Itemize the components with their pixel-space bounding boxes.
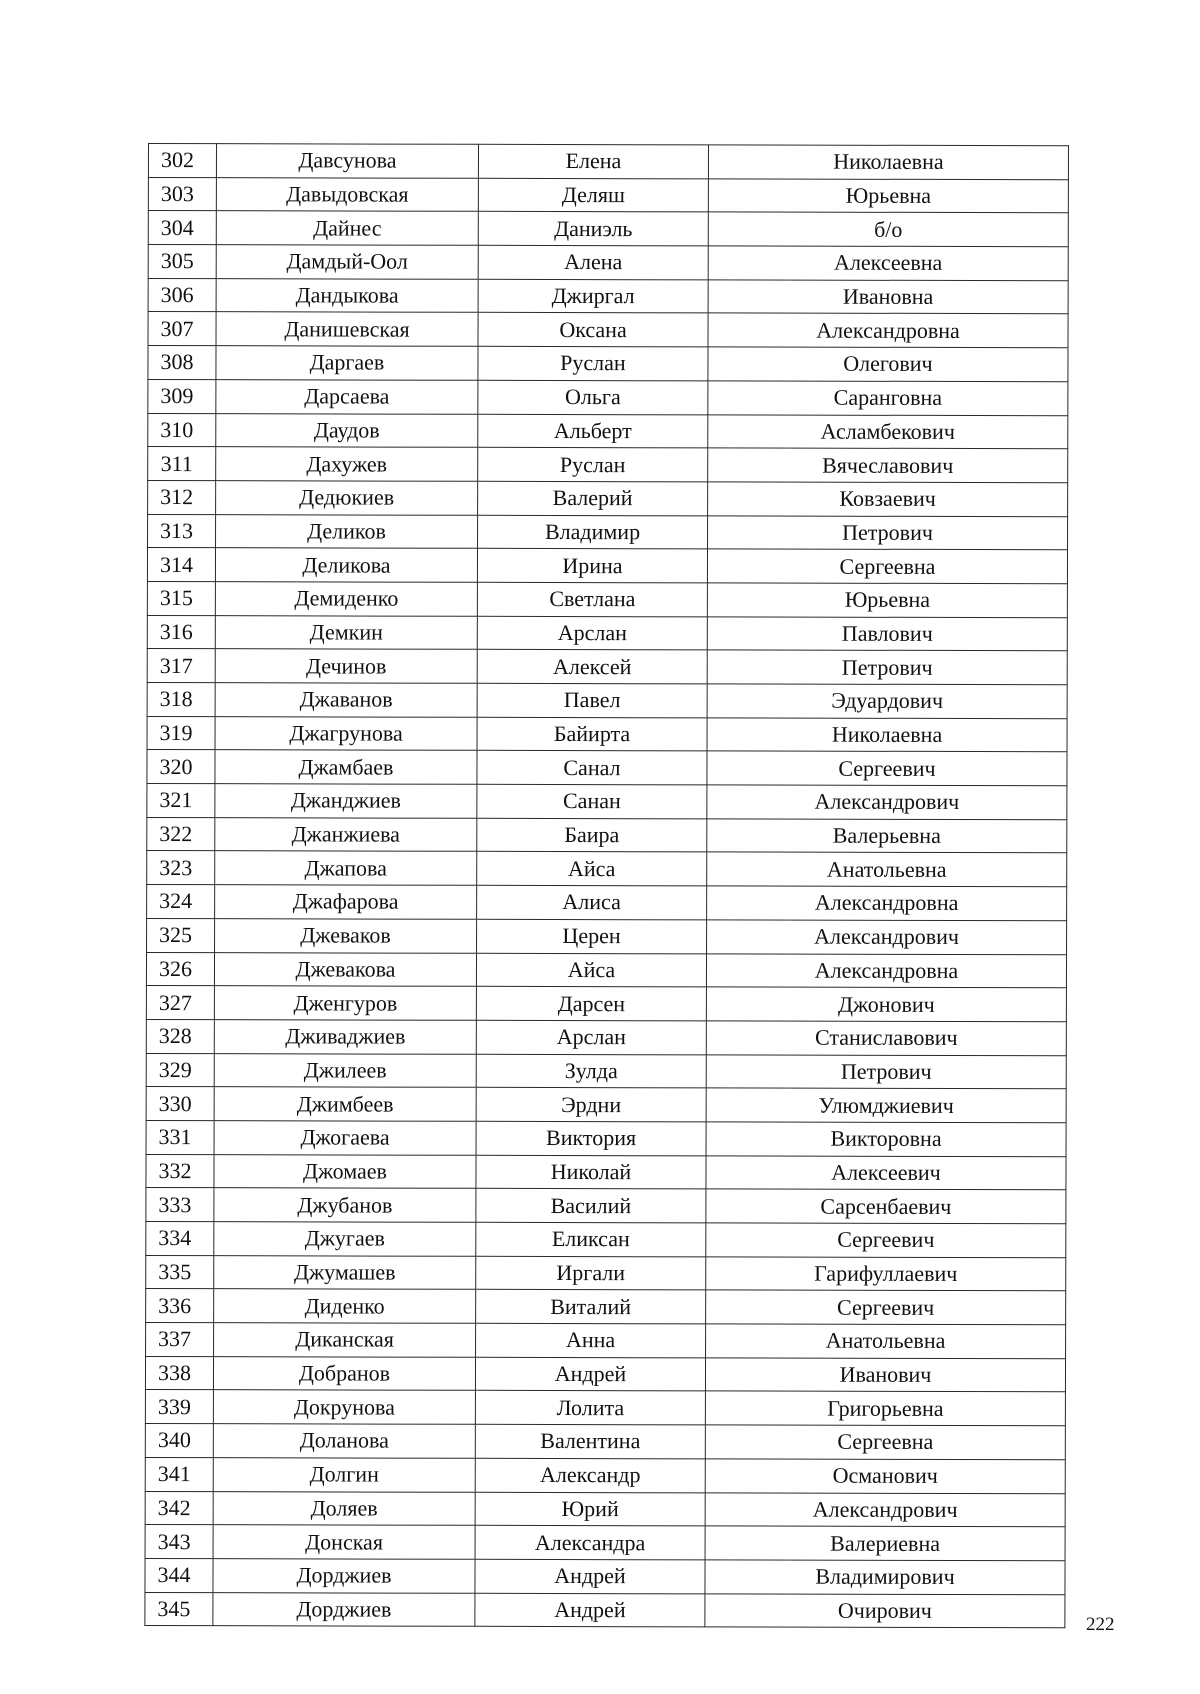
table-row: [146, 1289, 1066, 1325]
first-name-cell: Оксана: [478, 313, 708, 347]
first-name-cell: Виктория: [476, 1121, 706, 1155]
surname-cell: Диденко: [214, 1289, 476, 1323]
patronymic-cell: Викторовна: [706, 1122, 1066, 1157]
surname-cell: Джафарова: [215, 885, 477, 919]
patronymic-cell: Саранговна: [708, 381, 1068, 416]
row-number: 327: [146, 986, 214, 1020]
surname-cell: Дамдый-Оол: [216, 245, 478, 279]
patronymic-cell: Григорьевна: [705, 1391, 1065, 1426]
row-number: 329: [146, 1053, 214, 1087]
patronymic-cell: Юрьевна: [707, 583, 1067, 618]
row-number: 304: [148, 211, 216, 245]
row-number: 324: [147, 885, 215, 919]
surname-cell: Дживаджиев: [214, 1020, 476, 1054]
row-number: 310: [148, 413, 216, 447]
table-row: [148, 379, 1068, 415]
first-name-cell: Александра: [475, 1525, 705, 1559]
patronymic-cell: Гарифуллаевич: [706, 1257, 1066, 1292]
row-number: 318: [147, 682, 215, 716]
table-row: [146, 1154, 1066, 1190]
first-name-cell: Юрий: [475, 1492, 705, 1526]
table-row: [148, 312, 1068, 348]
table-row: [146, 1087, 1066, 1123]
first-name-cell: Алена: [478, 245, 708, 279]
first-name-cell: Павел: [477, 683, 707, 717]
first-name-cell: Алексей: [477, 650, 707, 684]
row-number: 345: [145, 1592, 213, 1626]
row-number: 338: [145, 1356, 213, 1390]
patronymic-cell: Петрович: [706, 1054, 1066, 1089]
surname-cell: Давсунова: [216, 144, 478, 178]
row-number: 308: [148, 346, 216, 380]
surname-cell: Данишевская: [216, 312, 478, 346]
first-name-cell: Андрей: [475, 1559, 705, 1593]
table-row: [145, 1592, 1065, 1628]
row-number: 303: [148, 177, 216, 211]
first-name-cell: Санал: [477, 751, 707, 785]
row-number: 334: [146, 1221, 214, 1255]
table-row: [148, 447, 1068, 483]
surname-cell: Джапова: [215, 851, 477, 885]
surname-cell: Дарсаева: [216, 379, 478, 413]
table-row: [145, 1525, 1065, 1561]
surname-cell: Джанжиева: [215, 817, 477, 851]
patronymic-cell: Николаевна: [707, 718, 1067, 753]
row-number: 325: [147, 918, 215, 952]
surname-cell: Джагрунова: [215, 716, 477, 750]
first-name-cell: Санан: [477, 784, 707, 818]
surname-cell: Дахужев: [216, 447, 478, 481]
table-row: [147, 716, 1067, 752]
table-row: [146, 1188, 1066, 1224]
patronymic-cell: Юрьевна: [708, 179, 1068, 214]
table-row: [148, 346, 1068, 382]
patronymic-cell: Станиславович: [706, 1021, 1066, 1056]
row-number: 316: [147, 615, 215, 649]
row-number: 330: [146, 1087, 214, 1121]
patronymic-cell: Николаевна: [708, 145, 1068, 180]
first-name-cell: Николай: [476, 1155, 706, 1189]
surname-cell: Дайнес: [216, 211, 478, 245]
patronymic-cell: Анатольевна: [706, 1324, 1066, 1359]
patronymic-cell: Петрович: [708, 515, 1068, 550]
surname-cell: Докрунова: [213, 1390, 475, 1424]
table-row: [146, 1120, 1066, 1156]
first-name-cell: Андрей: [475, 1357, 705, 1391]
first-name-cell: Светлана: [477, 582, 707, 616]
first-name-cell: Анна: [476, 1323, 706, 1357]
row-number: 341: [145, 1457, 213, 1491]
surname-cell: Дечинов: [215, 649, 477, 683]
table-row: [147, 918, 1067, 954]
patronymic-cell: Сергеевна: [707, 549, 1067, 584]
row-number: 343: [145, 1525, 213, 1559]
first-name-cell: Байирта: [477, 717, 707, 751]
patronymic-cell: Александрович: [707, 920, 1067, 955]
surname-cell: Джилеев: [214, 1053, 476, 1087]
first-name-cell: Владимир: [478, 515, 708, 549]
patronymic-cell: Петрович: [707, 650, 1067, 685]
row-number: 314: [147, 548, 215, 582]
patronymic-cell: Османович: [705, 1459, 1065, 1494]
surname-cell: Давыдовская: [216, 177, 478, 211]
table-row: [147, 615, 1067, 651]
first-name-cell: Александр: [475, 1458, 705, 1492]
patronymic-cell: Очирович: [705, 1593, 1065, 1628]
first-name-cell: Ольга: [478, 380, 708, 414]
first-name-cell: Андрей: [475, 1593, 705, 1627]
table-row: [146, 986, 1066, 1022]
row-number: 306: [148, 278, 216, 312]
surname-cell: Даудов: [216, 413, 478, 447]
first-name-cell: Арслан: [477, 616, 707, 650]
table-row: [147, 851, 1067, 887]
surname-cell: Джанджиев: [215, 784, 477, 818]
table-row: [146, 1019, 1066, 1055]
patronymic-cell: Ивановна: [708, 280, 1068, 315]
row-number: 302: [148, 144, 216, 178]
patronymic-cell: Сергеевна: [705, 1425, 1065, 1460]
first-name-cell: Иргали: [476, 1256, 706, 1290]
row-number: 321: [147, 784, 215, 818]
patronymic-cell: Алексеевна: [708, 246, 1068, 281]
patronymic-cell: Александровна: [707, 886, 1067, 921]
patronymic-cell: Сергеевич: [707, 751, 1067, 786]
patronymic-cell: Александрович: [707, 785, 1067, 820]
row-number: 320: [147, 750, 215, 784]
first-name-cell: Елена: [478, 144, 708, 178]
first-name-cell: Айса: [476, 953, 706, 987]
table-row: [148, 480, 1068, 516]
surname-cell: Демиденко: [215, 582, 477, 616]
table-row: [145, 1390, 1065, 1426]
patronymic-cell: Эдуардович: [707, 684, 1067, 719]
first-name-cell: Эрдни: [476, 1088, 706, 1122]
table-row: [148, 144, 1068, 180]
table-row: [146, 1323, 1066, 1359]
patronymic-cell: Олегович: [708, 347, 1068, 382]
patronymic-cell: Анатольевна: [707, 852, 1067, 887]
patronymic-cell: Валериевна: [705, 1526, 1065, 1561]
row-number: 332: [146, 1154, 214, 1188]
row-number: 323: [147, 851, 215, 885]
table-row: [148, 245, 1068, 281]
surname-cell: Деликов: [216, 514, 478, 548]
table-row: [147, 750, 1067, 786]
row-number: 337: [146, 1323, 214, 1357]
table-row: [145, 1558, 1065, 1594]
row-number: 333: [146, 1188, 214, 1222]
surname-cell: Донская: [213, 1525, 475, 1559]
patronymic-cell: Алексеевич: [706, 1155, 1066, 1190]
first-name-cell: Ирина: [477, 549, 707, 583]
row-number: 319: [147, 716, 215, 750]
first-name-cell: Зулда: [476, 1054, 706, 1088]
row-number: 331: [146, 1120, 214, 1154]
table-row: [148, 413, 1068, 449]
surname-cell: Дженгуров: [214, 986, 476, 1020]
row-number: 311: [148, 447, 216, 481]
table-row: [145, 1356, 1065, 1392]
table-row: [148, 514, 1068, 550]
table-row: [148, 211, 1068, 247]
first-name-cell: Арслан: [476, 1020, 706, 1054]
row-number: 336: [146, 1289, 214, 1323]
row-number: 342: [145, 1491, 213, 1525]
first-name-cell: Валентина: [475, 1424, 705, 1458]
patronymic-cell: Вячеславович: [708, 448, 1068, 483]
surname-cell: Джамбаев: [215, 750, 477, 784]
first-name-cell: Руслан: [478, 346, 708, 380]
row-number: 328: [146, 1019, 214, 1053]
row-number: 315: [147, 581, 215, 615]
patronymic-cell: Сарсенбаевич: [706, 1189, 1066, 1224]
table-row: [146, 952, 1066, 988]
first-name-cell: Валерий: [478, 481, 708, 515]
table-row: [145, 1457, 1065, 1493]
surname-cell: Диканская: [214, 1323, 476, 1357]
row-number: 313: [148, 514, 216, 548]
row-number: 335: [146, 1255, 214, 1289]
surname-cell: Джугаев: [214, 1222, 476, 1256]
first-name-cell: Айса: [477, 852, 707, 886]
surname-cell: Доляев: [213, 1491, 475, 1525]
surname-cell: Доланова: [213, 1424, 475, 1458]
roster-table-body: [145, 144, 1069, 1628]
surname-cell: Джомаев: [214, 1154, 476, 1188]
first-name-cell: Джиргал: [478, 279, 708, 313]
table-row: [145, 1491, 1065, 1527]
row-number: 326: [146, 952, 214, 986]
surname-cell: Джогаева: [214, 1121, 476, 1155]
patronymic-cell: Джонович: [706, 987, 1066, 1022]
table-row: [147, 784, 1067, 820]
row-number: 305: [148, 245, 216, 279]
patronymic-cell: Павлович: [707, 616, 1067, 651]
table-row: [146, 1255, 1066, 1291]
first-name-cell: Альберт: [478, 414, 708, 448]
surname-cell: Джаванов: [215, 683, 477, 717]
row-number: 307: [148, 312, 216, 346]
first-name-cell: Церен: [477, 919, 707, 953]
patronymic-cell: Валерьевна: [707, 819, 1067, 854]
first-name-cell: Алиса: [477, 885, 707, 919]
surname-cell: Деликова: [215, 548, 477, 582]
row-number: 317: [147, 649, 215, 683]
patronymic-cell: Иванович: [705, 1358, 1065, 1393]
surname-cell: Долгин: [213, 1457, 475, 1491]
first-name-cell: Деляш: [478, 178, 708, 212]
surname-cell: Дедюкиев: [216, 481, 478, 515]
surname-cell: Дорджиев: [213, 1559, 475, 1593]
patronymic-cell: Владимирович: [705, 1560, 1065, 1595]
first-name-cell: Лолита: [475, 1391, 705, 1425]
patronymic-cell: Асламбекович: [708, 414, 1068, 449]
patronymic-cell: Александровна: [708, 313, 1068, 348]
surname-cell: Джеваков: [215, 918, 477, 952]
surname-cell: Джумашев: [214, 1255, 476, 1289]
first-name-cell: Баира: [477, 818, 707, 852]
row-number: 340: [145, 1424, 213, 1458]
table-row: [147, 885, 1067, 921]
patronymic-cell: Улюмджиевич: [706, 1088, 1066, 1123]
first-name-cell: Руслан: [478, 447, 708, 481]
patronymic-cell: Александрович: [705, 1492, 1065, 1527]
table-row: [146, 1221, 1066, 1257]
first-name-cell: Еликсан: [476, 1222, 706, 1256]
first-name-cell: Василий: [476, 1189, 706, 1223]
surname-cell: Джимбеев: [214, 1087, 476, 1121]
row-number: 344: [145, 1558, 213, 1592]
surname-cell: Добранов: [213, 1356, 475, 1390]
surname-cell: Демкин: [215, 615, 477, 649]
table-row: [147, 817, 1067, 853]
patronymic-cell: Ковзаевич: [708, 482, 1068, 517]
table-row: [148, 278, 1068, 314]
table-row: [147, 548, 1067, 584]
table-row: [145, 1424, 1065, 1460]
surname-cell: Дандыкова: [216, 278, 478, 312]
first-name-cell: Виталий: [476, 1290, 706, 1324]
row-number: 339: [145, 1390, 213, 1424]
table-row: [147, 581, 1067, 617]
page-number: 222: [1086, 1614, 1115, 1635]
table-row: [147, 682, 1067, 718]
patronymic-cell: Александровна: [706, 953, 1066, 988]
first-name-cell: Даниэль: [478, 212, 708, 246]
row-number: 322: [147, 817, 215, 851]
row-number: 312: [148, 480, 216, 514]
surname-cell: Дорджиев: [213, 1592, 475, 1626]
surname-cell: Джубанов: [214, 1188, 476, 1222]
table-row: [147, 649, 1067, 685]
surname-cell: Джевакова: [214, 952, 476, 986]
patronymic-cell: Сергеевич: [706, 1290, 1066, 1325]
table-row: [148, 177, 1068, 213]
patronymic-cell: Сергеевич: [706, 1223, 1066, 1258]
table-row: [146, 1053, 1066, 1089]
first-name-cell: Дарсен: [476, 986, 706, 1020]
surname-cell: Даргаев: [216, 346, 478, 380]
row-number: 309: [148, 379, 216, 413]
roster-table: [144, 143, 1069, 1628]
patronymic-cell: б/о: [708, 212, 1068, 247]
